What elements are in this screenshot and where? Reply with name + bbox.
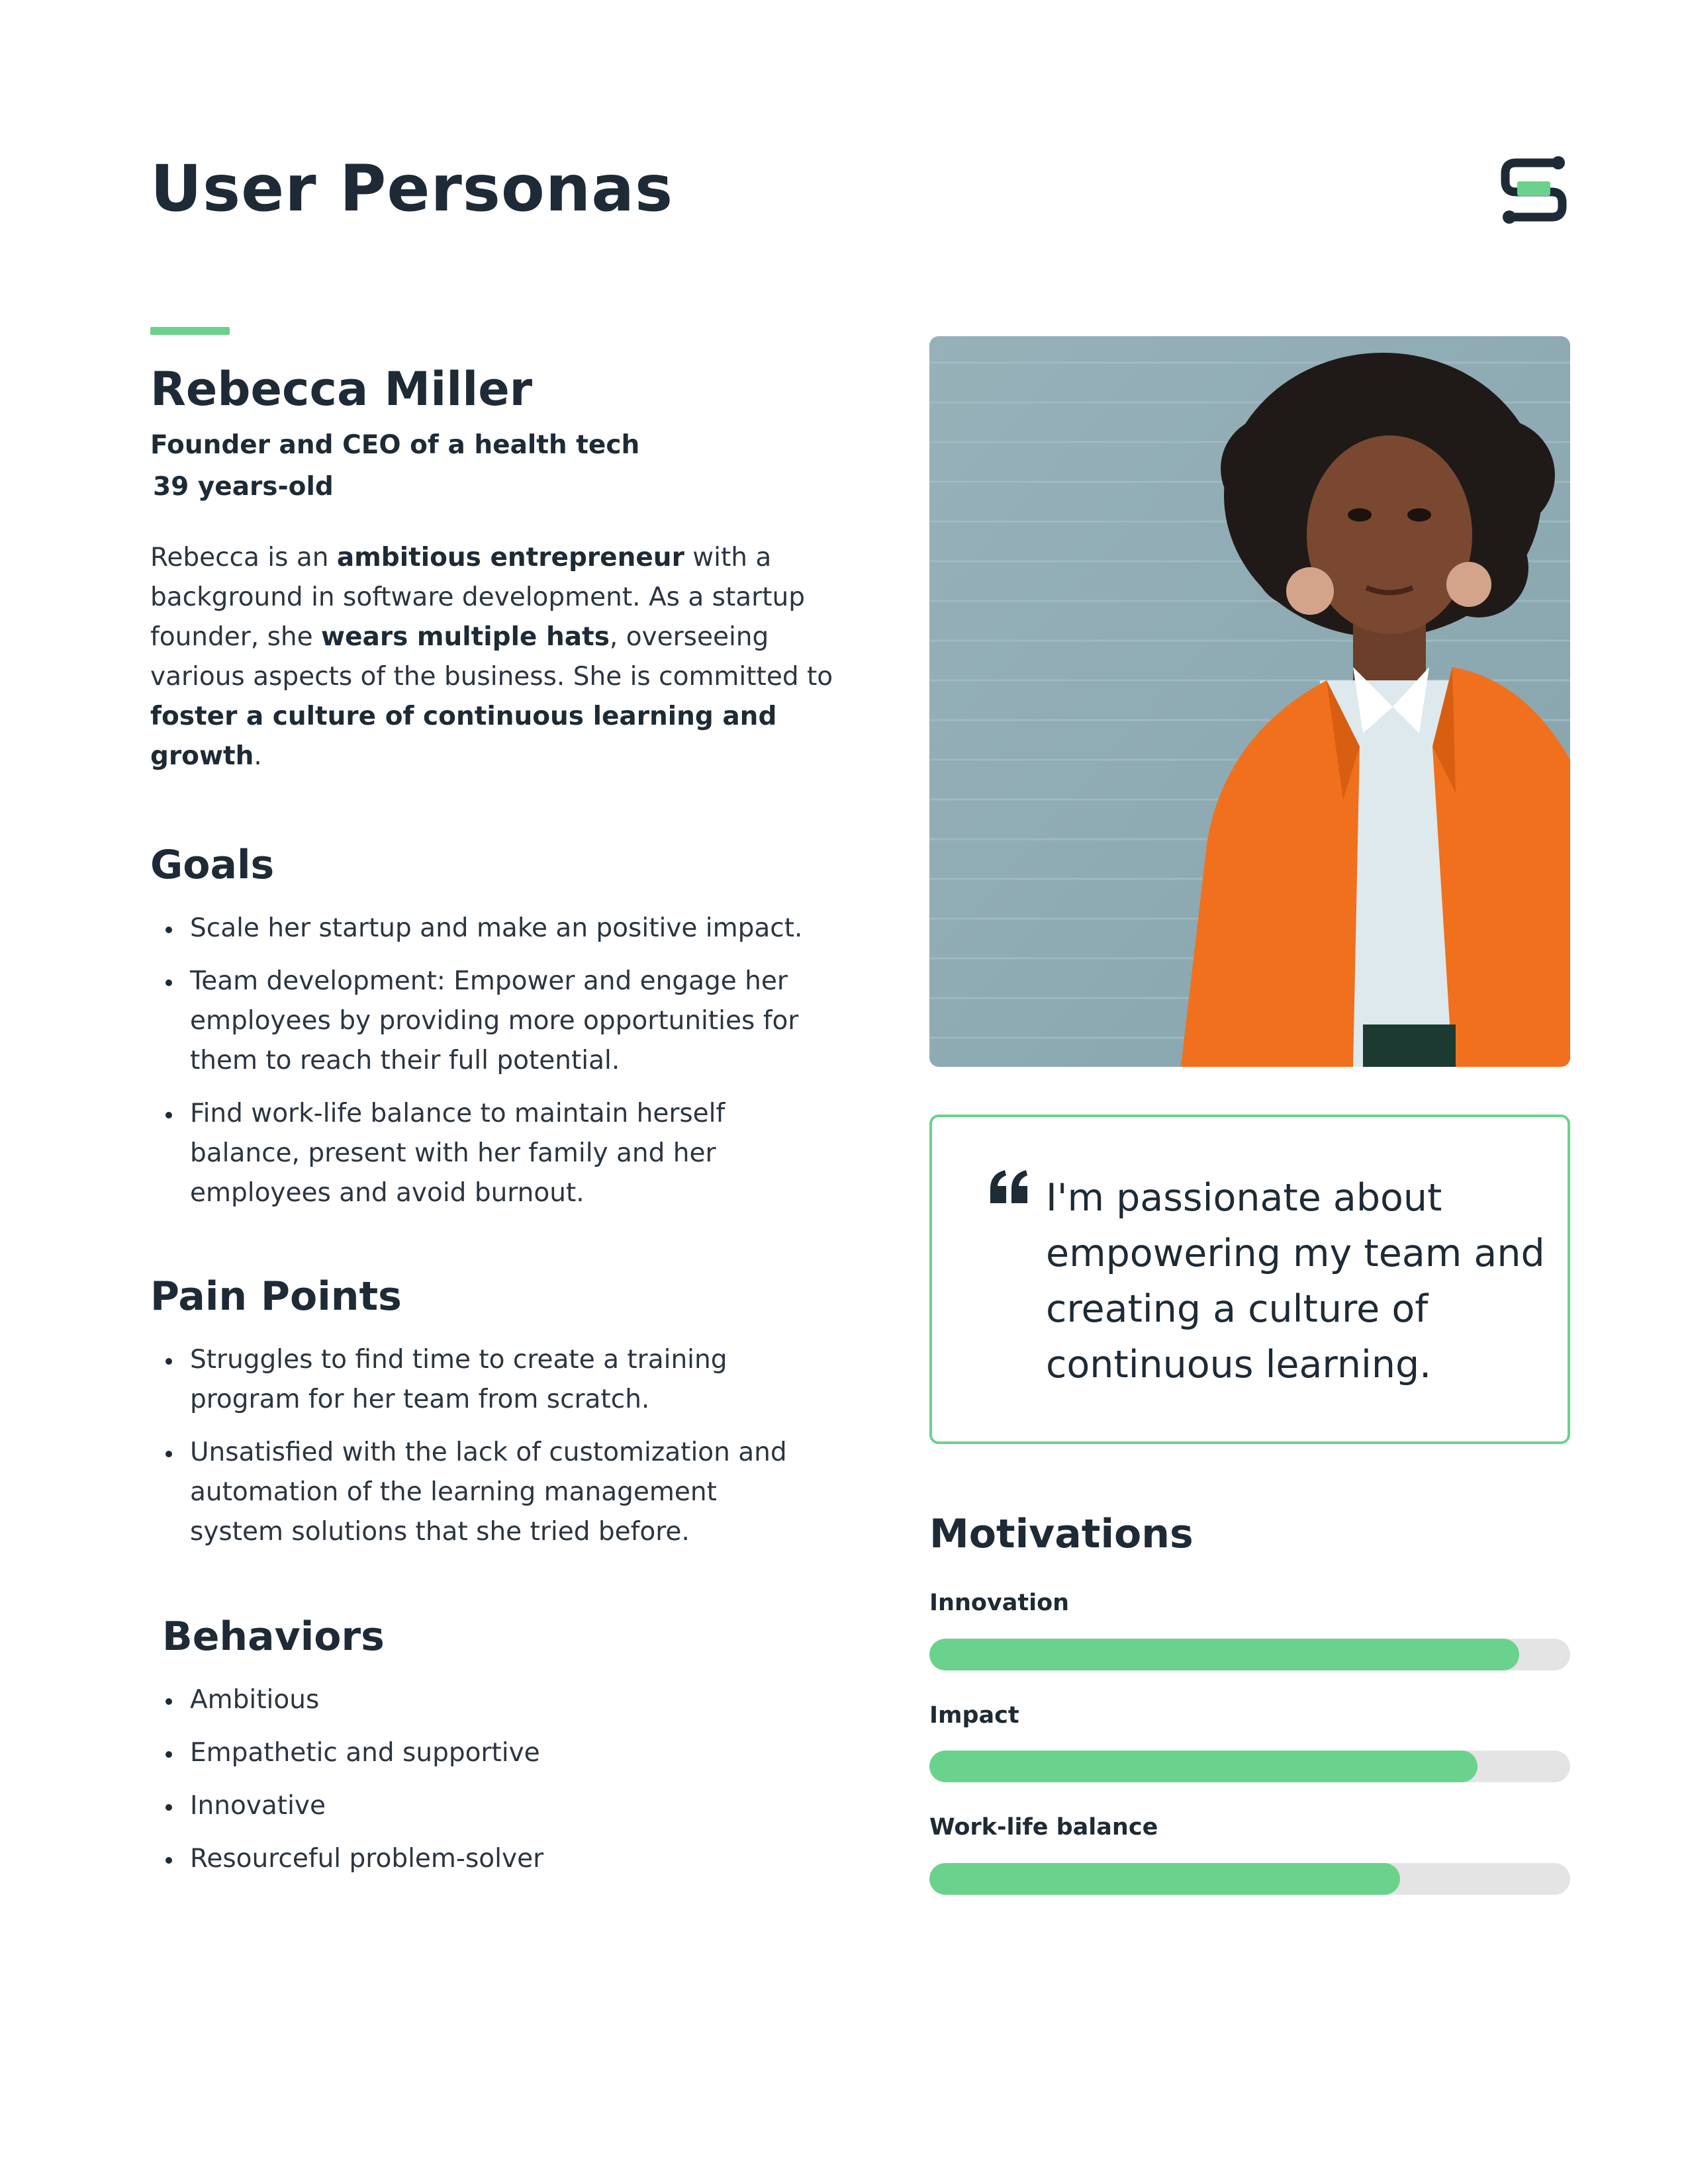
page-title: User Personas xyxy=(150,152,674,226)
persona-bio xyxy=(150,538,839,776)
motivation-fill xyxy=(929,1751,1477,1782)
behaviors-list xyxy=(150,1680,852,1879)
behaviors-heading: Behaviors xyxy=(162,1613,385,1660)
quote-mark-icon xyxy=(988,1169,1030,1203)
portrait-photo xyxy=(929,336,1570,1067)
persona-visuals xyxy=(929,336,1570,1895)
persona-age: 39 years-old xyxy=(153,471,334,502)
bio-highlight: ambitious entrepreneur xyxy=(336,542,684,572)
motivation-fill xyxy=(929,1639,1519,1670)
motivation-work-life-balance xyxy=(929,1813,1570,1895)
motivation-label: Work-life balance xyxy=(929,1814,1158,1841)
motivation-track xyxy=(929,1639,1570,1670)
list-item: Resourceful problem-solver xyxy=(150,1839,812,1879)
persona-details xyxy=(150,327,852,1892)
bio-highlight: wears multiple hats xyxy=(321,621,610,652)
goals-list xyxy=(150,909,852,1213)
list-item: Find work-life balance to maintain herself balance, present with her family and her employees and avoid burnout. xyxy=(150,1094,812,1213)
bio-segment: with a background in software development. As a startup founder, she xyxy=(150,542,805,652)
motivation-fill xyxy=(929,1863,1400,1895)
list-item: Team development: Empower and engage her employees by providing more opportunities for them to reach their full potential. xyxy=(150,962,812,1081)
pain-points-list xyxy=(150,1340,852,1552)
list-item: Scale her startup and make an positive impact. xyxy=(150,909,812,948)
accent-bar xyxy=(150,327,230,335)
bio-segment: Rebecca is an xyxy=(150,542,337,572)
motivation-track xyxy=(929,1863,1570,1895)
persona-quote: I'm passionate about empowering my team and creating a culture of continuous learning. xyxy=(1046,1176,1545,1387)
motivation-track xyxy=(929,1751,1570,1782)
quote-card xyxy=(929,1115,1570,1444)
list-item: Innovative xyxy=(150,1786,812,1826)
motivation-innovation xyxy=(929,1588,1570,1670)
portrait-illustration xyxy=(929,336,1570,1067)
persona-name: Rebecca Miller xyxy=(150,362,533,416)
list-item: Unsatisfied with the lack of customization and automation of the learning management system solutions that she tried before. xyxy=(150,1433,812,1552)
bio-segment: . xyxy=(254,741,262,771)
list-item: Ambitious xyxy=(150,1680,812,1720)
bio-segment: , overseeing various aspects of the business. She is committed to xyxy=(150,621,833,692)
list-item: Struggles to find time to create a training program for her team from scratch. xyxy=(150,1340,812,1420)
persona-role: Founder and CEO of a health tech xyxy=(150,430,640,460)
motivation-impact xyxy=(929,1701,1570,1783)
motivation-label: Impact xyxy=(929,1702,1019,1729)
pain-points-heading: Pain Points xyxy=(150,1273,402,1320)
brand-logo-icon xyxy=(1497,154,1570,226)
goals-heading: Goals xyxy=(150,841,275,888)
list-item: Empathetic and supportive xyxy=(150,1733,812,1773)
motivations-heading: Motivations xyxy=(929,1511,1194,1557)
motivation-label: Innovation xyxy=(929,1590,1070,1616)
bio-highlight: foster a culture of continuous learning and growth xyxy=(150,701,777,771)
